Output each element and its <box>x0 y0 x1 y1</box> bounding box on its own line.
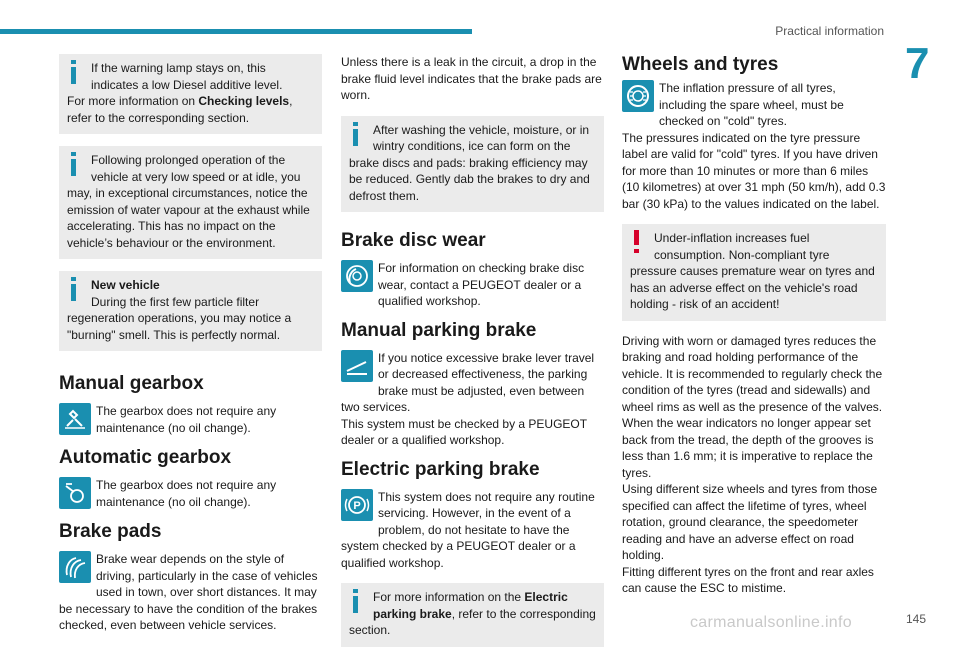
header-accent-bar <box>0 29 472 34</box>
brake-disc-icon <box>341 260 373 292</box>
gearbox-icon <box>59 403 91 435</box>
watermark: carmanualsonline.info <box>690 614 852 631</box>
note-text: New vehicle During the first few particle filter regeneration operations, you may notice a "burning" smell. This is perfectly normal. <box>67 278 292 342</box>
info-icon <box>67 277 83 301</box>
heading-wheels-and-tyres: Wheels and tyres <box>622 54 779 75</box>
electric-parking-brake-text: P This system does not require any routine servicing. However, in the event of a problem, do not hesitate to have the system checked by a PEUGEOT dealer or a qualified workshop. <box>341 489 595 570</box>
info-icon <box>67 60 83 84</box>
gearbox-icon <box>59 477 91 509</box>
manual-gearbox-text: The gearbox does not require any maintenance (no oil change). <box>59 403 322 437</box>
svg-text:P: P <box>353 499 361 512</box>
column-1 <box>59 54 322 644</box>
note-text: After washing the vehicle, moisture, or in wintry conditions, ice can form on the brake discs and pads: braking efficiency may be reduced. Gently dab the brakes to dry and defrost them. <box>349 122 590 203</box>
note-text: Under-inflation increases fuel consumption. Non-compliant tyre pressure causes premature wear on tyres and has an adverse effect on the vehicle's road holding - risk of an accident! <box>630 231 875 311</box>
brake-pads-text: Brake wear depends on the style of driving, particularly in the case of vehicles used in town, over short distances. It may be necessary to have the condition of the brakes checked, even between vehicle services. <box>59 552 318 632</box>
tyres-intro-text: The inflation pressure of all tyres, including the spare wheel, must be checked on "cold" tyres. The pressures indicated on the tyre pressure label are valid for "cold" tyres. If you have driven for more than 10 minutes or more than 6 miles (10 kilometres) at over 31 mph (50 km/h), add 0.3 bar (30 kPa) to the values indicated on the label. <box>622 81 886 211</box>
page-number: 145 <box>906 612 927 626</box>
chapter-number: 7 <box>905 39 930 88</box>
parking-brake-icon <box>341 489 373 521</box>
info-icon <box>67 152 83 176</box>
heading-brake-pads: Brake pads <box>59 521 162 542</box>
warning-note <box>622 224 886 321</box>
brake-fluid-text: Unless there is a leak in the circuit, a drop in the brake fluid level indicates that the brake pads are worn. <box>341 55 602 102</box>
info-note <box>59 146 322 259</box>
brake-disc-text: For information on checking brake disc wear, contact a PEUGEOT dealer or a qualified workshop. <box>341 260 604 310</box>
info-note <box>59 271 322 351</box>
note-text: If the warning lamp stays on, this indicates a low Diesel additive level. For more information on Checking levels, refer to the corresponding section. <box>67 61 293 125</box>
note-text: For more information on the Electric parking brake, refer to the corresponding section. <box>349 590 596 637</box>
note-text: Following prolonged operation of the vehicle at very low speed or at idle, you may, in exceptional circumstances, notice the emission of water vapour at the exhaust while accelerating. This has no impact on the vehicle’s behaviour or the environment. <box>67 153 310 250</box>
column-3 <box>622 54 886 607</box>
info-note <box>341 116 604 213</box>
section-title: Practical information <box>775 24 884 38</box>
info-note <box>59 54 322 134</box>
heading-electric-parking-brake: Electric parking brake <box>341 458 540 480</box>
brake-pads-icon <box>59 551 91 583</box>
tyres-body-text: Driving with worn or damaged tyres reduces the braking and road holding performance of the vehicle. It is recommended to regularly check the condition of the tyres (tread and sidewalls) and wheel rims as well as the presence of the valves. When the wear indicators no longer appear set back from the tread, the depth of the grooves is less than 1.6 mm; it is imperative to replace the tyres. Using different size wheels and tyres from those specified can affect the lifetime of tyres, wheel rotation, ground clearance, the speedometer reading and have an adverse effect on road holding. Fitting different tyres on the front and rear axles can cause the ESC to mistime. <box>622 333 883 595</box>
heading-brake-disc-wear: Brake disc wear <box>341 230 486 251</box>
heading-manual-parking-brake: Manual parking brake <box>341 319 537 341</box>
info-icon <box>349 122 365 146</box>
heading-automatic-gearbox: Automatic gearbox <box>59 447 232 468</box>
parking-brake-icon <box>341 350 373 382</box>
manual-parking-brake-text: If you notice excessive brake lever travel or decreased effectiveness, the parking brake must be adjusted, even between two services. This system must be checked by a PEUGEOT dealer or a qualified workshop. <box>341 350 595 447</box>
heading-manual-gearbox: Manual gearbox <box>59 373 204 394</box>
info-icon <box>349 589 365 613</box>
column-2 <box>341 54 604 659</box>
automatic-gearbox-text: The gearbox does not require any maintenance (no oil change). <box>59 477 322 511</box>
warning-icon <box>630 230 646 254</box>
tyre-icon <box>622 80 654 112</box>
info-note <box>341 583 604 647</box>
